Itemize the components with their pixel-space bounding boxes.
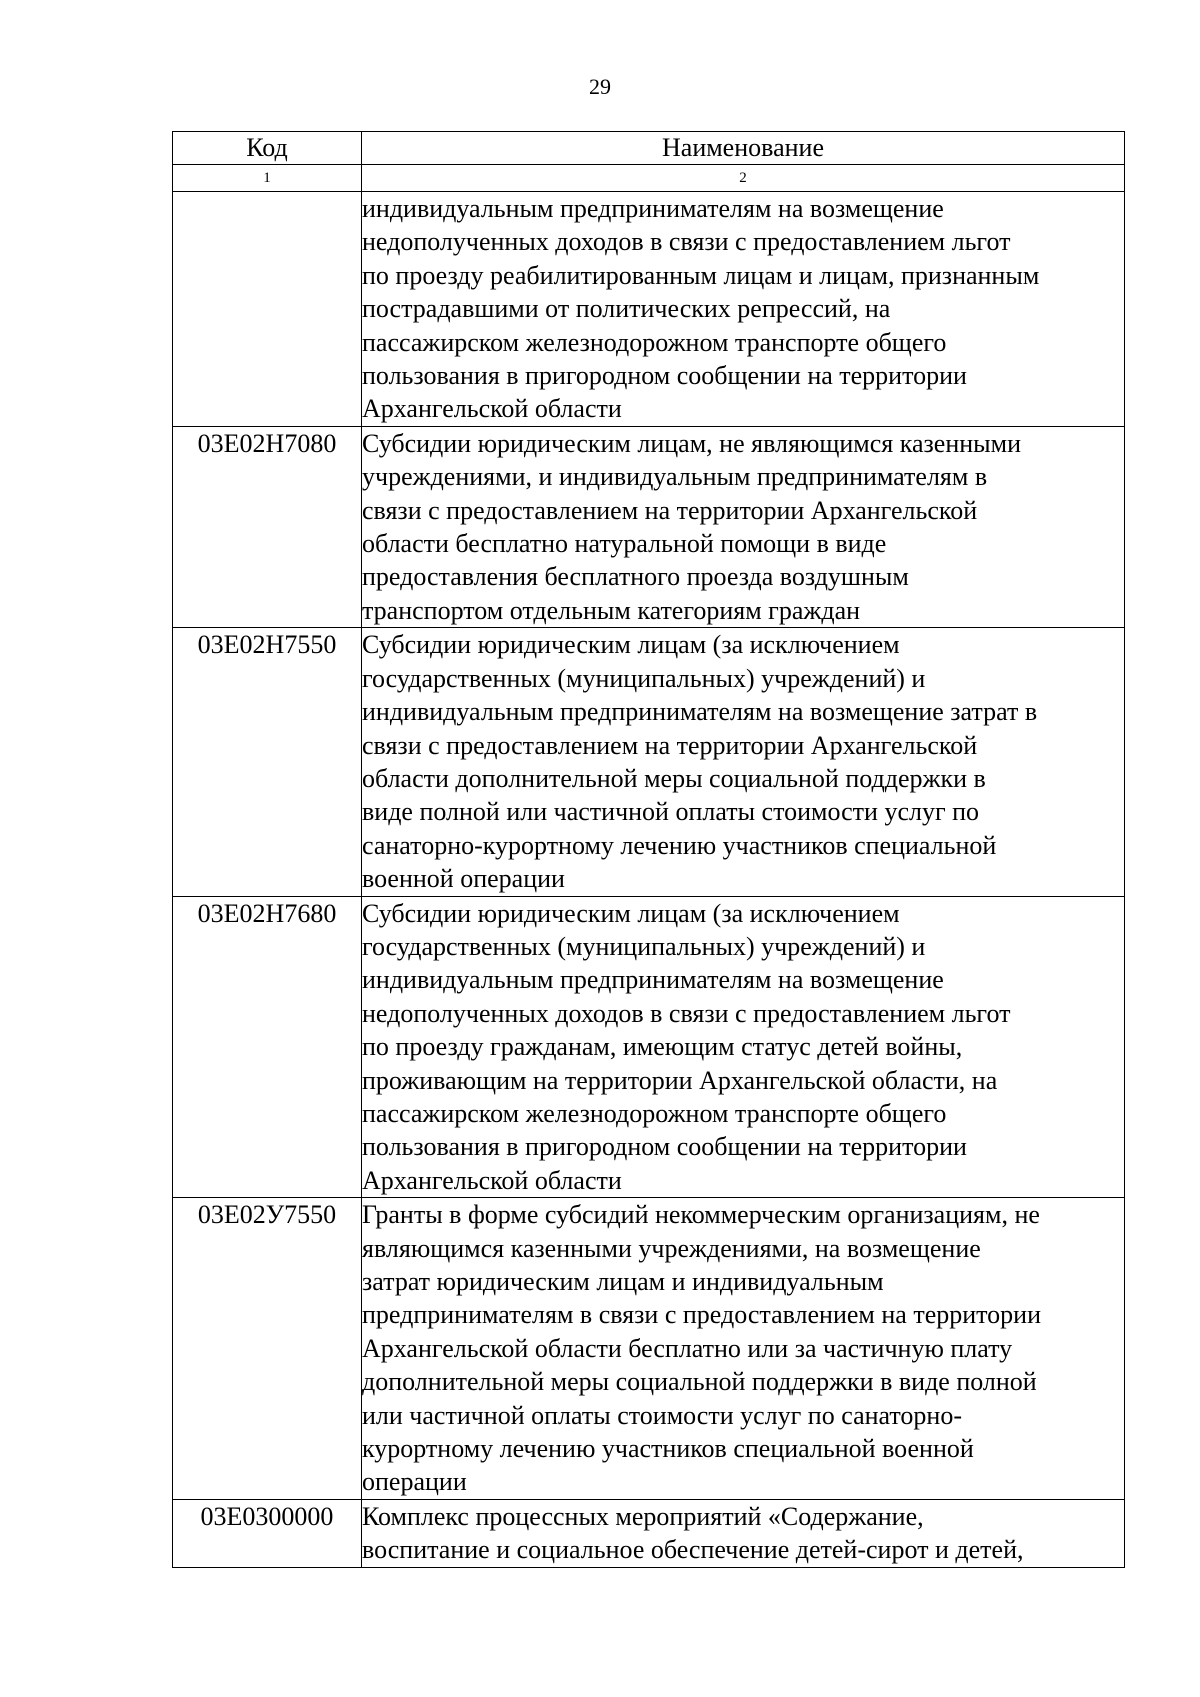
name-line: связи с предоставлением на территории Архангельской — [362, 730, 978, 760]
row-name — [362, 1198, 1125, 1500]
header-name: Наименование — [362, 132, 1125, 165]
name-line: виде полной или частичной оплаты стоимости услуг по — [362, 797, 980, 827]
table-body — [173, 192, 1125, 1568]
row-name — [362, 1499, 1125, 1567]
name-line: пользования в пригородном сообщении на территории — [362, 361, 967, 391]
row-name — [362, 426, 1125, 627]
name-line: Архангельской области — [362, 1165, 622, 1195]
table-row — [173, 1198, 1125, 1500]
row-code: 03Е02Н7550 — [173, 628, 362, 896]
name-line: курортному лечению участников специальной военной — [362, 1434, 974, 1464]
name-line: пассажирском железнодорожном транспорте общего — [362, 1098, 947, 1128]
name-line: области дополнительной меры социальной поддержки в — [362, 763, 986, 793]
row-code: 03Е0300000 — [173, 1499, 362, 1567]
name-line: индивидуальным предпринимателям на возмещение — [362, 965, 944, 995]
name-line: связи с предоставлением на территории Архангельской — [362, 495, 978, 525]
name-line: операции — [362, 1467, 467, 1497]
row-code: 03Е02Н7080 — [173, 426, 362, 627]
row-code: 03Е02У7550 — [173, 1198, 362, 1500]
name-line: Субсидии юридическим лицам (за исключением — [362, 630, 900, 660]
row-code — [173, 192, 362, 427]
column-number-code: 1 — [173, 165, 362, 192]
table-row — [173, 896, 1125, 1198]
name-line: затрат юридическим лицам и индивидуальным — [362, 1267, 884, 1296]
header-code: Код — [173, 132, 362, 165]
name-line: по проезду гражданам, имеющим статус детей войны, — [362, 1032, 963, 1062]
name-line: Архангельской области бесплатно или за частичную плату — [362, 1333, 1013, 1363]
name-line: санаторно-курортному лечению участников специальной — [362, 830, 997, 860]
name-line: дополнительной меры социальной поддержки в виде полной — [362, 1367, 1037, 1397]
name-line: недополученных доходов в связи с предоставлением льгот — [362, 998, 1011, 1028]
row-name — [362, 192, 1125, 427]
table-row — [173, 192, 1125, 427]
name-line: предоставления бесплатного проезда воздушным — [362, 562, 909, 592]
name-line: проживающим на территории Архангельской области, на — [362, 1065, 998, 1095]
name-line: пользования в пригородном сообщении на территории — [362, 1132, 967, 1162]
name-line: Субсидии юридическим лицам, не являющимся казенными — [362, 428, 1022, 458]
name-line: Субсидии юридическим лицам (за исключением — [362, 898, 900, 928]
name-line: индивидуальным предпринимателям на возмещение затрат в — [362, 697, 1038, 727]
name-line: по проезду реабилитированным лицам и лицам, признанным — [362, 260, 1040, 290]
name-line: пассажирском железнодорожном транспорте общего — [362, 327, 947, 357]
row-code: 03Е02Н7680 — [173, 896, 362, 1198]
table-header-row — [173, 132, 1125, 165]
name-line: являющимся казенными учреждениями, на возмещение — [362, 1233, 981, 1263]
name-line: Архангельской области — [362, 394, 622, 424]
table-row — [173, 1499, 1125, 1567]
name-line: пострадавшими от политических репрессий, на — [362, 294, 891, 324]
name-line: учреждениями, и индивидуальным предпринимателям в — [362, 462, 988, 492]
name-line: воспитание и социальное обеспечение детей-сирот и детей, — [362, 1535, 1024, 1565]
code-table — [172, 131, 1125, 1568]
name-line: предпринимателям в связи с предоставлением на территории — [362, 1300, 1041, 1330]
name-line: недополученных доходов в связи с предоставлением льгот — [362, 227, 1011, 257]
name-line: области бесплатно натуральной помощи в виде — [362, 529, 887, 559]
name-line: государственных (муниципальных) учреждений) и — [362, 931, 926, 961]
name-line: государственных (муниципальных) учреждений) и — [362, 663, 926, 693]
name-line: транспортом отдельным категориям граждан — [362, 595, 861, 625]
name-line: индивидуальным предпринимателям на возмещение — [362, 194, 944, 223]
name-line: Комплекс процессных мероприятий «Содержание, — [362, 1501, 924, 1531]
row-name — [362, 896, 1125, 1198]
name-line: Гранты в форме субсидий некоммерческим организациям, не — [362, 1200, 1040, 1230]
table-row — [173, 426, 1125, 627]
row-name — [362, 628, 1125, 896]
column-number-row — [173, 165, 1125, 192]
column-number-name: 2 — [362, 165, 1125, 192]
name-line: военной операции — [362, 864, 565, 894]
name-line: или частичной оплаты стоимости услуг по санаторно- — [362, 1400, 962, 1430]
page-number: 29 — [589, 74, 611, 99]
table-row — [173, 628, 1125, 896]
